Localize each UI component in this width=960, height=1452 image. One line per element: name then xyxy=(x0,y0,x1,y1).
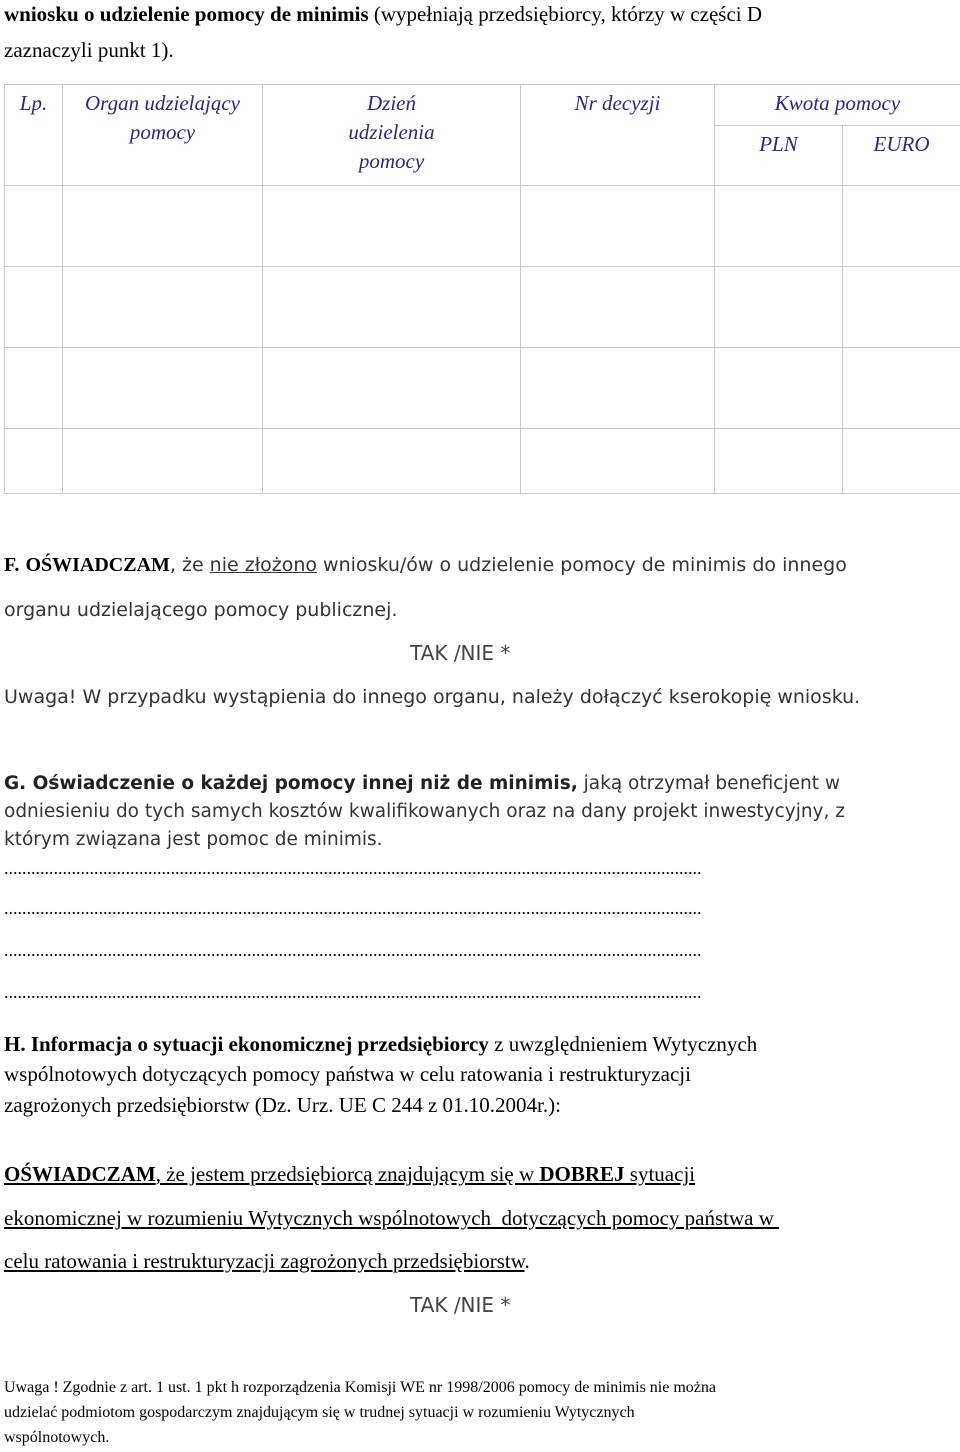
header-pln: PLN xyxy=(715,126,843,186)
section-h-decl-a: , że jestem przedsiębiorcą znajdującym się w xyxy=(155,1162,540,1186)
header-organ: Organ udzielający pomocy xyxy=(63,85,263,186)
section-h-line-1 xyxy=(4,1030,757,1058)
footer-line-3: wspólnotowych. xyxy=(4,1429,110,1446)
section-h-declare-line-2: ekonomicznej w rozumieniu Wytycznych wspólnotowych dotyczących pomocy państwa w xyxy=(4,1206,780,1230)
footer-line-2: udzielać podmiotom gospodarczym znajdującym się w trudnej sytuacji w rozumieniu Wytycznych xyxy=(4,1404,635,1421)
header-decision: Nr decyzji xyxy=(521,85,715,186)
section-h-line-3: zagrożonych przedsiębiorstw (Dz. Urz. UE C 244 z 01.10.2004r.): xyxy=(4,1093,561,1117)
section-g-bold: G. Oświadczenie o każdej pomocy innej niż de minimis, xyxy=(4,773,578,794)
section-h-declare-line-3 xyxy=(4,1247,530,1275)
intro-bold: wniosku o udzielenie pomocy de minimis xyxy=(4,2,369,26)
section-h-declare-line-1 xyxy=(4,1160,695,1188)
aid-table xyxy=(4,84,960,494)
footer-line-1: Uwaga ! Zgodnie z art. 1 ust. 1 pkt h rozporządzenia Komisji WE nr 1998/2006 pomocy de minimis nie można xyxy=(4,1379,716,1396)
section-f-declare: OŚWIADCZAM xyxy=(25,554,170,576)
header-day: Dzień udzielenia pomocy xyxy=(263,85,521,186)
section-h-rest: z uwzględnieniem Wytycznych xyxy=(488,1032,758,1056)
section-g-line-1 xyxy=(4,771,840,797)
dotted-line: ........................................................................................................................................................... xyxy=(4,858,702,878)
dotted-line: ........................................................................................................................................................... xyxy=(4,898,702,918)
header-lp: Lp. xyxy=(5,85,63,186)
intro-rest: (wypełniają przedsiębiorcy, którzy w części D xyxy=(368,2,763,26)
table-row xyxy=(5,186,960,267)
section-h-decl-line3-end: . xyxy=(524,1249,530,1273)
section-h-tak-nie: TAK /NIE * xyxy=(410,1293,511,1317)
table-row xyxy=(5,267,960,348)
header-euro: EURO xyxy=(843,126,960,186)
section-h-bold: H. Informacja o sytuacji ekonomicznej przedsiębiorcy xyxy=(4,1032,489,1056)
section-h-decl-bold: DOBREJ xyxy=(539,1162,625,1186)
section-f-line-2: organu udzielającego pomocy publicznej. xyxy=(4,599,398,621)
table-row xyxy=(5,348,960,429)
section-g-line-2: odniesieniu do tych samych kosztów kwalifikowanych oraz na dany projekt inwestycyjny, z xyxy=(4,801,845,822)
table-row xyxy=(5,429,960,494)
section-h-decl-b: sytuacji xyxy=(624,1162,696,1186)
section-g-rest: jaką otrzymał beneficjent w xyxy=(577,773,840,794)
section-g-line-3: którym związana jest pomoc de minimis. xyxy=(4,829,383,850)
section-f-note: Uwaga! W przypadku wystąpienia do innego organu, należy dołączyć kserokopię wniosku. xyxy=(4,686,861,708)
section-f-letter: F. xyxy=(4,554,20,576)
section-f-text-b: wniosku/ów o udzielenie pomocy de minimis do innego xyxy=(316,554,847,576)
intro-line-2: zaznaczyli punkt 1). xyxy=(4,38,174,62)
section-f-tak-nie: TAK /NIE * xyxy=(410,641,511,665)
section-h-declare: OŚWIADCZAM xyxy=(4,1162,156,1186)
intro-line-1 xyxy=(4,0,762,28)
header-amount: Kwota pomocy xyxy=(715,85,960,126)
dotted-line: ........................................................................................................................................................... xyxy=(4,982,702,1002)
section-h-line-2: wspólnotowych dotyczących pomocy państwa w celu ratowania i restrukturyzacji xyxy=(4,1062,691,1086)
section-f-underlined: nie złożono xyxy=(209,554,317,576)
dotted-line: ........................................................................................................................................................... xyxy=(4,940,702,960)
section-f-text-a: , że xyxy=(169,554,210,576)
section-h-decl-line3: celu ratowania i restrukturyzacji zagrożonych przedsiębiorstw xyxy=(4,1249,525,1273)
section-f-line-1 xyxy=(4,552,847,578)
